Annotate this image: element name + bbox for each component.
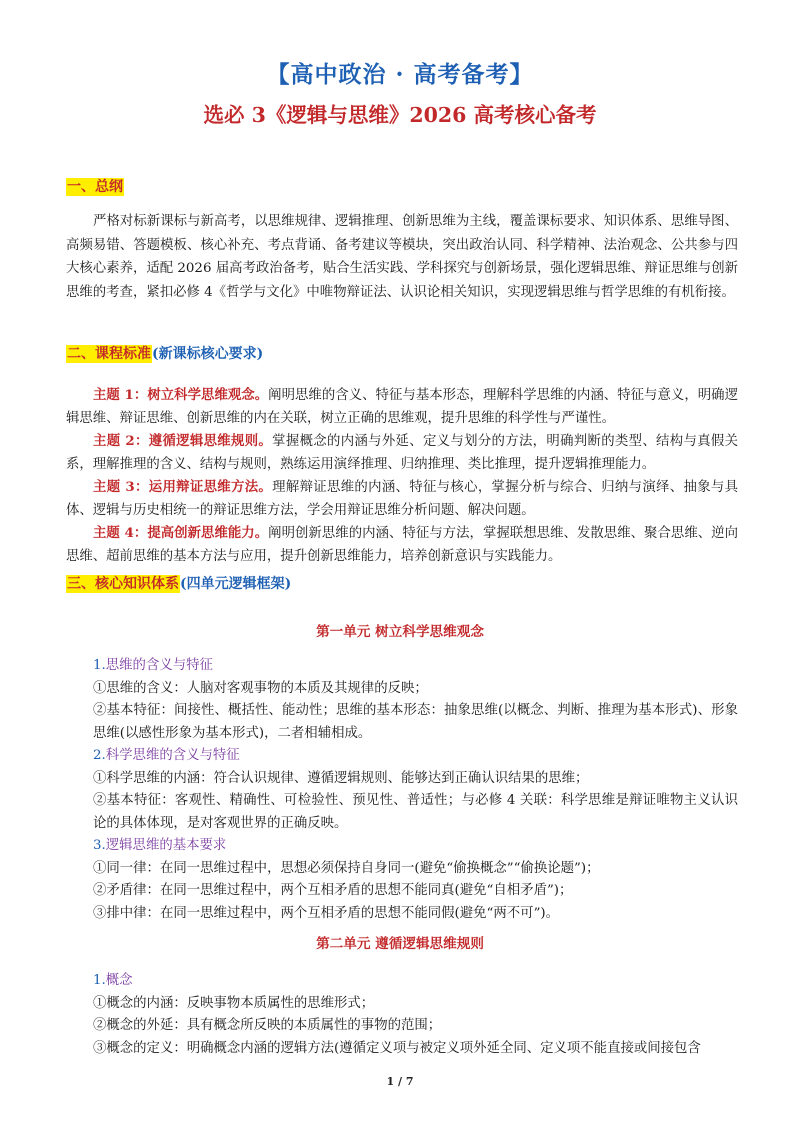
topic-label: 主题 2：遵循逻辑思维规则。	[93, 433, 273, 449]
topic-text: 掌握概念的内涵与外延、定义与划分的方法，明确判断的类型、结构与真假关系，理解推理的含义、结构与规则，熟练运用演绎推理、归纳推理、类比推理，提升逻辑推理能力。	[66, 434, 738, 472]
knowledge-point-heading	[66, 970, 738, 993]
knowledge-point-title: 科学思维的含义与特征	[105, 748, 240, 763]
section-heading-overview	[66, 176, 124, 198]
section-heading-label: 一、总纲	[67, 179, 123, 195]
topic-item	[66, 384, 738, 430]
document-subtitle: 选必 3《逻辑与思维》2026 高考核心备考	[203, 103, 597, 127]
knowledge-point-line: ①思维的含义：人脑对客观事物的本质及其规律的反映；	[93, 680, 428, 696]
knowledge-point-heading	[66, 655, 738, 678]
topic-label: 主题 3：运用辩证思维方法。	[93, 479, 273, 495]
knowledge-point-line: ①科学思维的内涵：符合认识规律、遵循逻辑规则、能够达到正确认识结果的思维；	[93, 770, 589, 786]
topic-item	[66, 430, 738, 476]
knowledge-point-number: 2.	[93, 748, 106, 763]
knowledge-point-number: 3.	[93, 838, 106, 853]
knowledge-point-line: ①同一律：在同一思维过程中，思想必须保持自身同一(避免“偷换概念”“偷换论题”)；	[93, 860, 600, 876]
knowledge-point-line: ①概念的内涵：反映事物本质属性的思维形式；	[93, 995, 375, 1011]
unit-title: 第二单元 遵循逻辑思维规则	[316, 936, 484, 952]
knowledge-point-heading	[66, 745, 738, 768]
section-heading-label: 三、核心知识体系	[67, 576, 179, 592]
unit-title: 第一单元 树立科学思维观念	[316, 624, 484, 640]
section-heading-label: 二、课程标准	[67, 346, 151, 362]
topic-text: 阐明创新思维的内涵、特征与方法，掌握联想思维、发散思维、聚合思维、逆向思维、超前思维的基本方法与应用，提升创新思维能力，培养创新意识与实践能力。	[66, 526, 738, 564]
section-heading-knowledge	[66, 573, 291, 595]
overview-paragraph: 严格对标新课标与新高考，以思维规律、逻辑推理、创新思维为主线，覆盖课标要求、知识体系、思维导图、高频易错、答题模板、核心补充、考点背诵、备考建议等模块，突出政治认同、科学精神、法治观念、公共参与四大核心素养，适配 2026 届高考政治备考，贴合生活实践、学科探究与创新场景，强化逻辑思维、辩证思维与创新思维的考查，紧扣必修 4《哲学与文化》中唯物辩证法、认识论相关知识，实现逻辑思维与哲学思维的有机衔接。	[66, 214, 738, 300]
topic-item	[66, 522, 738, 568]
knowledge-point-line: ②概念的外延：具有概念所反映的本质属性的事物的范围；	[93, 1018, 442, 1033]
knowledge-point-line: ③概念的定义：明确概念内涵的逻辑方法(遵循定义项与被定义项外延全同、定义项不能直接或间接包含	[93, 1040, 701, 1056]
knowledge-point-line: ②基本特征：客观性、精确性、可检验性、预见性、普适性；与必修 4 关联：科学思维是辩证唯物主义认识论的具体体现，是对客观世界的正确反映。	[93, 793, 738, 831]
topic-text: 理解辩证思维的内涵、特征与核心，掌握分析与综合、归纳与演绎、抽象与具体、逻辑与历史相统一的辩证思维方法，学会用辩证思维分析问题、解决问题。	[66, 480, 738, 518]
document-title: 【高中政治 · 高考备考】	[266, 61, 534, 88]
knowledge-point-title: 思维的含义与特征	[105, 658, 213, 673]
section-heading-sub: (四单元逻辑框架)	[180, 576, 292, 592]
curriculum-topics	[66, 384, 738, 568]
section-heading-curriculum	[66, 343, 263, 365]
topic-label: 主题 1：树立科学思维观念。	[93, 387, 269, 403]
section-heading-sub: (新课标核心要求)	[152, 346, 264, 362]
topic-text: 阐明思维的含义、特征与基本形态，理解科学思维的内涵、特征与意义，明确逻辑思维、辩证思维、创新思维的内在关联，树立正确的思维观，提升思维的科学性与严谨性。	[66, 388, 738, 426]
knowledge-point-heading	[66, 835, 738, 858]
topic-label: 主题 4：提高创新思维能力。	[93, 525, 269, 541]
knowledge-point-number: 1.	[93, 973, 106, 988]
knowledge-point-title: 概念	[105, 973, 133, 988]
unit1-knowledge-points	[66, 655, 738, 925]
knowledge-point-title: 逻辑思维的基本要求	[105, 838, 227, 853]
knowledge-point-line: ②矛盾律：在同一思维过程中，两个互相矛盾的思想不能同真(避免“自相矛盾”)；	[93, 883, 573, 898]
unit2-knowledge-points	[66, 970, 738, 1060]
page-number: 1 / 7	[386, 1075, 414, 1088]
knowledge-point-number: 1.	[93, 658, 106, 673]
topic-item	[66, 476, 738, 522]
knowledge-point-line: ③排中律：在同一思维过程中，两个互相矛盾的思想不能同假(避免“两不可”)。	[93, 905, 560, 921]
knowledge-point-line: ②基本特征：间接性、概括性、能动性；思维的基本形态：抽象思维(以概念、判断、推理为基本形式)、形象思维(以感性形象为基本形式)，二者相辅相成。	[93, 703, 738, 741]
